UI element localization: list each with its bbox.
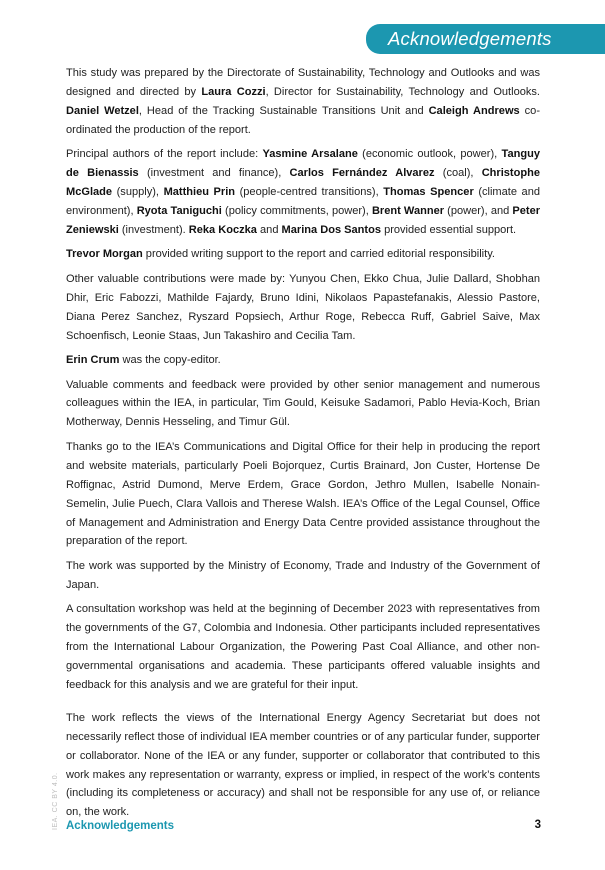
text-run: (climate and environment), <box>66 186 540 217</box>
text-run: provided writing support to the report and carried editorial responsibility. <box>142 248 495 261</box>
contributor-name: Laura Cozzi <box>201 85 266 98</box>
paragraph-4 <box>66 351 540 370</box>
disclaimer-paragraph <box>66 709 540 822</box>
contributor-name: Daniel Wetzel <box>66 104 139 117</box>
text-run: provided essential support. <box>381 223 517 236</box>
contributor-name: Brent Wanner <box>371 204 445 217</box>
contributor-name: Trevor Morgan <box>66 248 143 261</box>
contributor-name: Caleigh Andrews <box>428 104 520 117</box>
header-tab <box>366 24 605 54</box>
paragraph-3 <box>66 270 540 346</box>
paragraph-6 <box>66 438 540 551</box>
text-run: co-ordinated the production of the report. <box>66 104 540 136</box>
paragraph-2 <box>66 245 540 264</box>
text-run: (supply), <box>112 186 164 199</box>
paragraph-0 <box>66 64 540 140</box>
text-run: (coal), <box>434 167 482 180</box>
text-run: Principal authors of the report include: <box>66 148 263 161</box>
contributor-name: Reka Koczka <box>188 223 257 236</box>
text-run: (economic outlook, power), <box>357 148 502 161</box>
paragraph-7 <box>66 557 540 595</box>
contributor-name: Thomas Spencer <box>383 186 474 199</box>
page-number: 3 <box>534 819 541 831</box>
paragraph-8 <box>66 600 540 695</box>
contributor-name: Yasmine Arsalane <box>262 148 358 161</box>
footer-section-title: Acknowledgements <box>66 820 174 832</box>
contributor-name: Matthieu Prin <box>163 186 236 199</box>
text-run: (people-centred transitions), <box>235 186 384 199</box>
contributor-name: Erin Crum <box>66 354 120 367</box>
paragraph-1 <box>66 145 540 240</box>
contributor-name: Tanguy de Bienassis <box>66 148 540 180</box>
license-text: IEA. CC BY 4.0. <box>52 772 59 830</box>
text-run: (investment). <box>118 223 189 236</box>
contributor-name: Peter Zeniewski <box>66 204 541 236</box>
text-run: Other valuable contributions were made by: Yunyou Chen, Ekko Chua, Julie Dallard, Shobhan Dhir, Eric Fabozzi, Mathilde Fajardy, Bruno Idini, Nikolaos Papastefanakis, Alessio Pastore, Diana Perez Sanchez, Ryszard Popsiech, Arthur Roge, Rebecca Ruff, Gabriel Saive, Max Schoenfisch, Leonie Staas, Jun Takashiro and Cecilia Tam. <box>66 272 540 342</box>
text-run: A consultation workshop was held at the beginning of December 2023 with representatives from the governments of the G7, Colombia and Indonesia. Other participants included representatives from the International Labour Organization, the Powering Past Coal Alliance, and other non-governmental organisations and academia. These participants offered valuable insights and feedback for this analysis and we are grateful for their input. <box>66 603 540 691</box>
paragraph-5 <box>66 376 540 433</box>
acknowledgements-body <box>66 64 540 828</box>
text-run: and <box>256 223 282 236</box>
text-run: Thanks go to the IEA’s Communications and Digital Office for their help in producing the report and website materials, particularly Poeli Bojorquez, Curtis Brainard, Jon Custer, Hortense De Roffignac, Astrid Dumond, Merve Erdem, Grace Gordon, Jethro Mullen, Isabelle Nonain-Semelin, Julie Puech, Clara Vallois and Therese Walsh. IEA’s Office of the Legal Counsel, Office of Management and Administration and Energy Data Centre provided assistance throughout the preparation of the report. <box>66 440 540 548</box>
text-run: The work reflects the views of the International Energy Agency Secretariat but does not necessarily reflect those of individual IEA member countries or of any particular funder, supporter or collaborator. None of the IEA or any funder, supporter or collaborator that contributed to this work makes any representation or warranty, express or implied, in respect of the work’s contents (including its completeness or accuracy) and shall not be responsible for any use of, or reliance on, the work. <box>66 711 540 819</box>
text-run: (power), and <box>444 204 513 217</box>
text-run: The work was supported by the Ministry of Economy, Trade and Industry of the Government of Japan. <box>66 559 540 591</box>
text-run: Valuable comments and feedback were provided by other senior management and numerous colleagues within the IEA, in particular, Tim Gould, Keisuke Sadamori, Pablo Hevia-Koch, Brian Motherway, Dennis Hesseling, and Timur Gül. <box>66 378 540 429</box>
text-run: This study was prepared by the Directorate of Sustainability, Technology and Outlooks and was designed and directed by <box>66 67 540 98</box>
text-run: , Director for Sustainability, Technology and Outlooks. <box>265 85 540 98</box>
text-run: was the copy-editor. <box>119 354 221 367</box>
header-title: Acknowledgements <box>388 28 552 49</box>
text-run: (investment and finance), <box>138 167 290 180</box>
contributor-name: Christophe McGlade <box>66 167 540 199</box>
contributor-name: Carlos Fernández Alvarez <box>289 167 435 180</box>
text-run: , Head of the Tracking Sustainable Transitions Unit and <box>138 104 429 117</box>
text-run: (policy commitments, power), <box>221 204 372 217</box>
contributor-name: Ryota Taniguchi <box>136 204 222 217</box>
contributor-name: Marina Dos Santos <box>281 223 381 236</box>
